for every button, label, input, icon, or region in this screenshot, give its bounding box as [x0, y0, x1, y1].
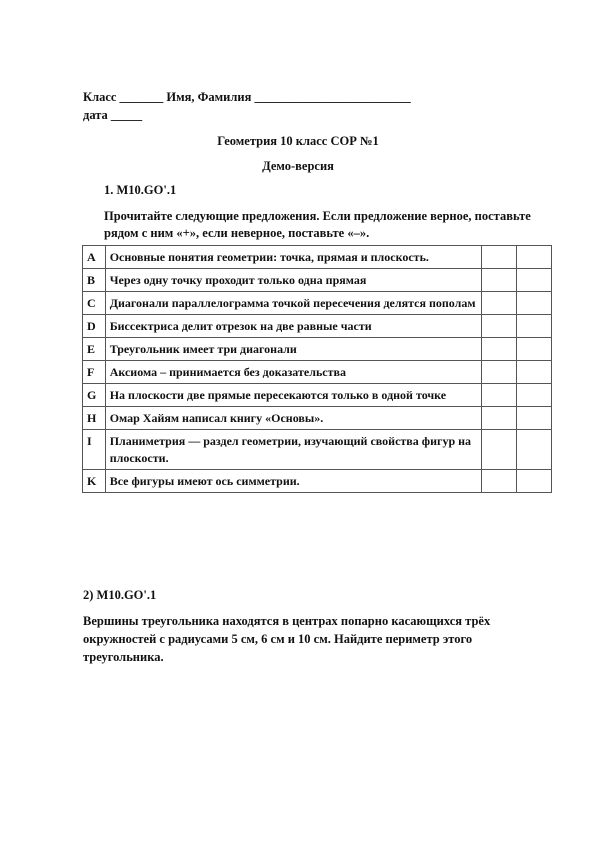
row-statement: Треугольник имеет три диагонали	[105, 338, 481, 361]
answer-cell[interactable]	[481, 361, 516, 384]
row-statement: Планиметрия — раздел геометрии, изучающий свойства фигур на плоскости.	[105, 430, 481, 470]
answer-cell[interactable]	[481, 338, 516, 361]
answer-cell-extra[interactable]	[516, 384, 551, 407]
row-letter: E	[83, 338, 106, 361]
document-title: Геометрия 10 класс СОР №1	[217, 134, 379, 148]
answer-cell-extra[interactable]	[516, 246, 551, 269]
table-row	[83, 384, 552, 407]
table-row	[83, 292, 552, 315]
table-row	[83, 407, 552, 430]
answer-cell-extra[interactable]	[516, 338, 551, 361]
answer-cell-extra[interactable]	[516, 470, 551, 493]
document-subtitle: Демо-версия	[262, 159, 334, 173]
row-statement: Диагонали параллелограмма точкой пересечения делятся пополам	[105, 292, 481, 315]
answer-cell[interactable]	[481, 407, 516, 430]
answer-cell[interactable]	[481, 315, 516, 338]
row-statement: Омар Хайям написал книгу «Основы».	[105, 407, 481, 430]
table-row	[83, 269, 552, 292]
answer-cell[interactable]	[481, 384, 516, 407]
row-letter: F	[83, 361, 106, 384]
row-statement: Основные понятия геометрии: точка, прямая и плоскость.	[105, 246, 481, 269]
task2-number: 2) M10.GO'.1	[83, 588, 157, 602]
table-row	[83, 315, 552, 338]
task2-text: Вершины треугольника находятся в центрах попарно касающихся трёх окружностей с радиусами 5 см, 6 см и 10 см. Найдите периметр этого треугольника.	[83, 614, 491, 664]
row-letter: C	[83, 292, 106, 315]
answer-cell-extra[interactable]	[516, 361, 551, 384]
answer-cell[interactable]	[481, 269, 516, 292]
row-statement: Биссектриса делит отрезок на две равные части	[105, 315, 481, 338]
row-letter: H	[83, 407, 106, 430]
answer-cell-extra[interactable]	[516, 292, 551, 315]
answer-cell[interactable]	[481, 246, 516, 269]
answer-cell[interactable]	[481, 292, 516, 315]
row-statement: Аксиома – принимается без доказательства	[105, 361, 481, 384]
table-row	[83, 338, 552, 361]
row-letter: D	[83, 315, 106, 338]
task1-instruction: Прочитайте следующие предложения. Если предложение верное, поставьте рядом с ним «+», если неверное, поставьте «–».	[104, 209, 531, 240]
answer-cell-extra[interactable]	[516, 315, 551, 338]
answer-cell-extra[interactable]	[516, 430, 551, 470]
header-date-line: дата _____	[83, 108, 143, 122]
task1-number: 1. M10.GO'.1	[104, 183, 177, 197]
answer-cell-extra[interactable]	[516, 407, 551, 430]
answer-cell[interactable]	[481, 470, 516, 493]
header-class-name-line: Класс _______ Имя, Фамилия _________________________	[83, 90, 411, 104]
table-row	[83, 470, 552, 493]
table-row	[83, 430, 552, 470]
row-statement: На плоскости две прямые пересекаются только в одной точке	[105, 384, 481, 407]
table-row	[83, 361, 552, 384]
row-letter: K	[83, 470, 106, 493]
row-statement: Через одну точку проходит только одна прямая	[105, 269, 481, 292]
row-letter: B	[83, 269, 106, 292]
statements-table-body	[83, 246, 552, 493]
row-letter: I	[83, 430, 106, 470]
table-row	[83, 246, 552, 269]
row-statement: Все фигуры имеют ось симметрии.	[105, 470, 481, 493]
row-letter: A	[83, 246, 106, 269]
row-letter: G	[83, 384, 106, 407]
statements-table	[82, 245, 552, 493]
answer-cell[interactable]	[481, 430, 516, 470]
answer-cell-extra[interactable]	[516, 269, 551, 292]
